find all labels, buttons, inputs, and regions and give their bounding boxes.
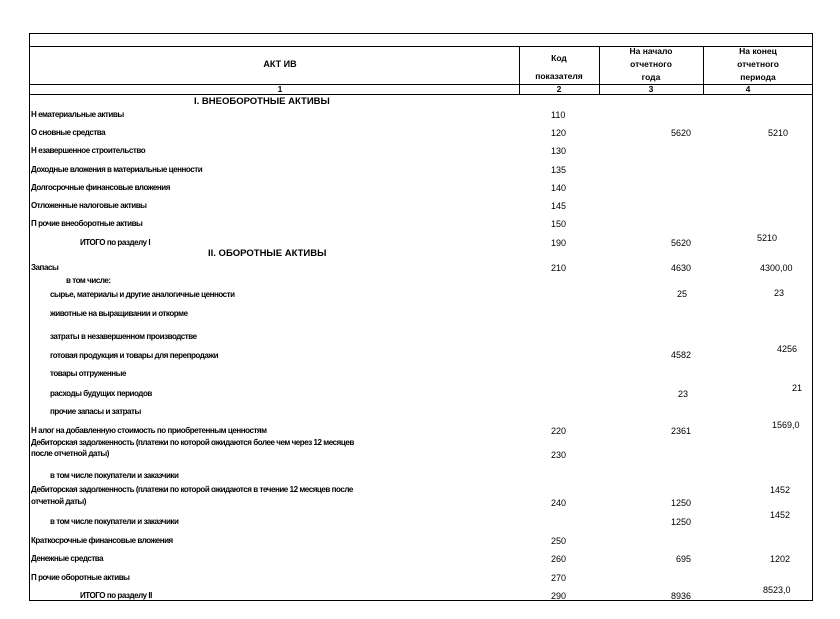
row-label: Отложенные налоговые активы [31,201,147,210]
row-label: товары отгруженные [50,369,127,378]
row-start-value: 2361 [671,426,692,436]
row-label: животные на выращивании и откорме [50,309,188,318]
row-label: в том числе: [66,276,111,285]
row-code: 110 [551,110,566,120]
row-end-value: 1202 [770,554,791,564]
row-label-continued: отчетной даты) [31,497,87,506]
row-start-value: 4582 [671,350,692,360]
row-label: расходы будущих периодов [50,389,152,398]
header-end-line3: периода [740,72,776,82]
row-end-value: 4256 [777,344,798,354]
row-start-value: 1250 [671,498,692,508]
row-end-value: 5210 [768,128,789,138]
section-title: I. ВНЕОБОРОТНЫЕ АКТИВЫ [194,96,330,107]
header-start-line1: На начало [629,46,673,56]
table-rule [30,94,812,95]
row-label: Н алог на добавленную стоимость по приобретенным ценностям [31,426,267,435]
column-number-2: 2 [556,84,562,94]
header-end-line1: На конец [739,46,777,56]
balance-sheet-table [29,33,813,601]
row-code: 130 [551,146,567,156]
row-label: Запасы [31,263,59,272]
row-code: 150 [551,219,567,229]
row-end-value: 5210 [757,233,778,243]
row-label: готовая продукция и товары для перепродажи [50,351,219,360]
row-label: в том числе покупатели и заказчики [50,517,179,526]
column-number-3: 3 [648,84,654,94]
header-code-line2: показателя [535,71,583,81]
section-title: II. ОБОРОТНЫЕ АКТИВЫ [208,248,327,259]
row-end-value: 1569,0 [772,420,800,430]
header-code-line1: Код [551,53,567,63]
column-number-4: 4 [745,84,751,94]
row-label: П рочие оборотные активы [31,573,130,582]
row-code: 145 [551,201,567,211]
row-end-value: 23 [774,288,785,298]
row-label: Денежные средства [31,554,104,563]
row-start-value: 5620 [671,128,692,138]
row-label: Н езавершенное строительство [31,146,146,155]
row-start-value: 8936 [671,591,692,601]
row-end-value: 1452 [770,510,791,520]
row-code: 135 [551,165,567,175]
row-code: 230 [551,450,567,460]
row-label: Долгосрочные финансовые вложения [31,183,170,192]
row-code: 240 [551,498,567,508]
row-start-value: 1250 [671,517,692,527]
row-end-value: 1452 [770,485,791,495]
header-start-line3: года [641,72,661,82]
header-start-line2: отчетного [630,59,672,69]
column-number-1: 1 [277,84,283,94]
row-code: 290 [551,591,567,601]
row-start-value: 5620 [671,238,692,248]
row-code: 270 [551,573,567,583]
row-label: Дебиторская задолженность (платежи по которой ожидаются в течение 12 месяцев после [31,485,353,494]
row-label: Краткосрочные финансовые вложения [31,536,173,545]
row-code: 190 [551,238,567,248]
row-end-value: 4300,00 [760,263,793,273]
row-start-value: 25 [677,289,688,299]
row-label: П рочие внеоборотные активы [31,219,143,228]
row-label: Н ематериальные активы [31,110,124,119]
header-aktiv: АКТ ИВ [263,59,297,69]
row-code: 120 [551,128,567,138]
row-label: О сновные средства [31,128,106,137]
row-code: 260 [551,554,567,564]
row-code: 210 [551,263,567,273]
row-code: 220 [551,426,567,436]
row-label: сырье, материалы и другие аналогичные ценности [50,290,235,299]
row-label: ИТОГО по разделу I [80,238,151,247]
header-end-line2: отчетного [737,59,779,69]
row-start-value: 23 [678,389,689,399]
row-label: в том числе покупатели и заказчики [50,471,179,480]
row-end-value: 21 [792,383,803,393]
row-label: Доходные вложения в материальные ценности [31,165,203,174]
row-code: 140 [551,183,567,193]
row-start-value: 695 [676,554,692,564]
row-label: затраты в незавершенном производстве [50,332,197,341]
row-label: ИТОГО по разделу II [80,591,152,600]
row-label: Дебиторская задолженность (платежи по которой ожидаются более чем через 12 месяцев [31,438,354,447]
row-code: 250 [551,536,567,546]
row-label-continued: после отчетной даты) [31,449,110,458]
row-label: прочие запасы и затраты [50,407,141,416]
row-start-value: 4630 [671,263,692,273]
row-end-value: 8523,0 [763,585,791,595]
